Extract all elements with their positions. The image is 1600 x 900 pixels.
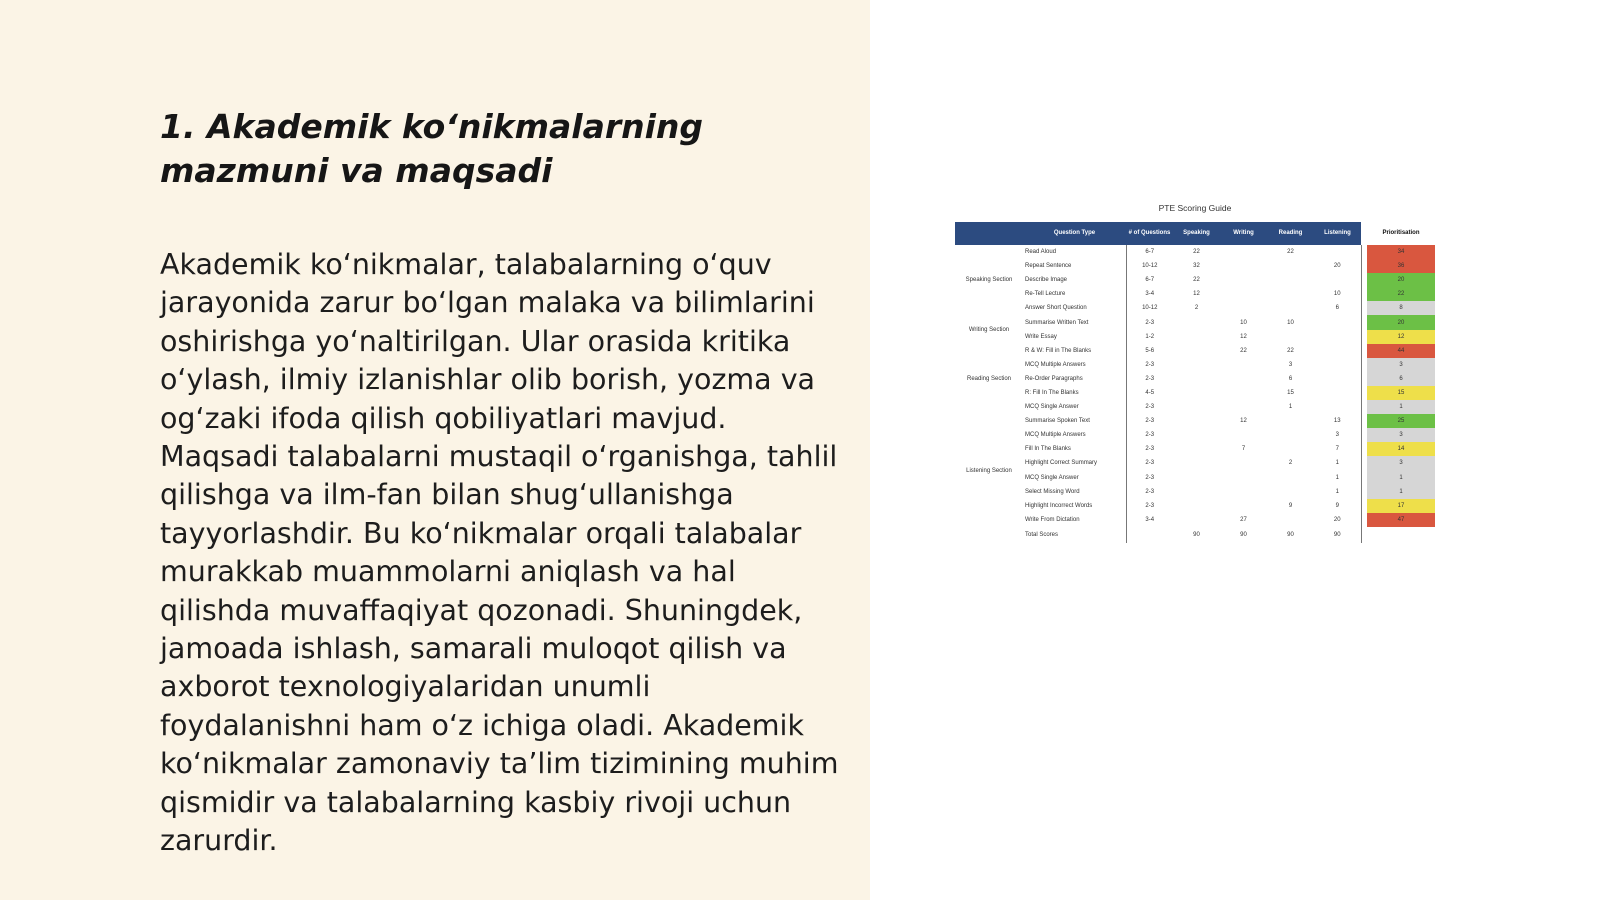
question-type-cell: R: Fill In The Blanks (1023, 386, 1126, 400)
writing-score-cell (1220, 358, 1267, 372)
header-writing: Writing (1220, 222, 1267, 245)
speaking-score-cell: 22 (1193, 277, 1200, 284)
writing-score-cell (1220, 471, 1267, 485)
question-type-cell: Summarise Written Text (1023, 315, 1126, 329)
question-count-cell: 2-3 (1145, 319, 1155, 326)
question-count-cell: 4-5 (1145, 389, 1155, 396)
prioritisation-cell: 1 (1367, 485, 1435, 499)
reading-score-cell (1267, 273, 1314, 287)
speaking-score-cell: 22 (1193, 249, 1200, 256)
question-count-cell: 2-3 (1145, 446, 1155, 453)
question-count-cell: 10-12 (1142, 263, 1158, 270)
prioritisation-cell: 12 (1367, 330, 1435, 344)
speaking-score-cell (1173, 315, 1220, 329)
speaking-score-cell (1173, 513, 1220, 527)
question-type-cell: MCQ Single Answer (1023, 471, 1126, 485)
listening-score-cell: 3 (1314, 428, 1361, 442)
prioritisation-cell: 3 (1367, 456, 1435, 470)
writing-score-cell (1220, 245, 1267, 259)
question-type-cell: Fill In The Blanks (1023, 442, 1126, 456)
listening-score-cell (1314, 273, 1361, 287)
pte-scoring-table (955, 222, 1435, 543)
speaking-score-cell (1173, 456, 1220, 470)
writing-score-cell: 7 (1241, 446, 1246, 453)
prioritisation-cell: 20 (1367, 315, 1435, 329)
listening-score-cell (1314, 344, 1361, 358)
question-type-cell: Repeat Sentence (1023, 259, 1126, 273)
question-count-cell: 2-3 (1145, 375, 1155, 382)
reading-score-cell (1267, 485, 1314, 499)
total-prio-blank (1367, 527, 1435, 543)
question-count-cell: 2-3 (1145, 418, 1155, 425)
table-row (955, 414, 1435, 428)
total-label: Total Scores (1023, 527, 1126, 543)
header-question-type: Question Type (1023, 222, 1126, 245)
reading-score-cell: 22 (1287, 249, 1294, 256)
table-row (955, 273, 1435, 287)
table-row (955, 442, 1435, 456)
prioritisation-cell: 3 (1367, 358, 1435, 372)
table-row (955, 513, 1435, 527)
listening-score-cell: 1 (1314, 485, 1361, 499)
speaking-score-cell (1173, 442, 1220, 456)
prioritisation-cell: 3 (1367, 428, 1435, 442)
speaking-score-cell (1173, 372, 1220, 386)
question-count-cell: 10-12 (1142, 305, 1158, 312)
header-listening: Listening (1314, 222, 1361, 245)
table-row (955, 400, 1435, 414)
speaking-score-cell (1173, 499, 1220, 513)
speaking-score-cell (1173, 414, 1220, 428)
prioritisation-cell: 14 (1367, 442, 1435, 456)
question-type-cell: Write From Dictation (1023, 513, 1126, 527)
question-count-cell: 6-7 (1145, 249, 1155, 256)
table-row (955, 456, 1435, 470)
writing-score-cell: 12 (1240, 333, 1247, 340)
writing-score-cell (1220, 259, 1267, 273)
question-type-cell: Write Essay (1023, 330, 1126, 344)
prioritisation-cell: 47 (1367, 513, 1435, 527)
section-label-speaking: Speaking Section (965, 277, 1013, 284)
listening-score-cell: 7 (1314, 442, 1361, 456)
table-row (955, 485, 1435, 499)
table-row (955, 386, 1435, 400)
reading-score-cell: 9 (1288, 502, 1293, 509)
question-type-cell: MCQ Multiple Answers (1023, 428, 1126, 442)
table-row (955, 358, 1435, 372)
prioritisation-cell: 20 (1367, 273, 1435, 287)
speaking-score-cell (1173, 428, 1220, 442)
listening-score-cell (1314, 358, 1361, 372)
section-label-listening: Listening Section (966, 467, 1012, 474)
listening-score-cell: 6 (1314, 301, 1361, 315)
question-count-cell: 2-3 (1145, 460, 1155, 467)
speaking-score-cell (1173, 400, 1220, 414)
reading-score-cell: 10 (1287, 319, 1294, 326)
reading-score-cell (1267, 513, 1314, 527)
writing-score-cell: 27 (1240, 516, 1247, 523)
header-section-blank (955, 222, 1023, 245)
reading-score-cell: 2 (1288, 460, 1293, 467)
writing-score-cell (1220, 499, 1267, 513)
reading-score-cell (1267, 287, 1314, 301)
question-count-cell: 2-3 (1145, 432, 1155, 439)
writing-score-cell (1220, 485, 1267, 499)
prioritisation-cell: 1 (1367, 400, 1435, 414)
header-reading: Reading (1267, 222, 1314, 245)
speaking-score-cell (1173, 344, 1220, 358)
listening-score-cell: 13 (1314, 414, 1361, 428)
question-count-cell: 2-3 (1145, 361, 1155, 368)
reading-score-cell (1267, 414, 1314, 428)
table-row (955, 315, 1435, 329)
header-speaking: Speaking (1173, 222, 1220, 245)
header-question-count: # of Questions (1126, 222, 1173, 245)
writing-score-cell: 22 (1240, 347, 1247, 354)
writing-score-cell (1220, 287, 1267, 301)
listening-score-cell (1314, 372, 1361, 386)
prioritisation-cell: 36 (1367, 259, 1435, 273)
prioritisation-cell: 34 (1367, 245, 1435, 259)
reading-score-cell: 15 (1287, 389, 1294, 396)
question-count-cell: 3-4 (1145, 291, 1155, 298)
question-type-cell: Describe Image (1023, 273, 1126, 287)
prioritisation-cell: 6 (1367, 372, 1435, 386)
writing-score-cell (1220, 301, 1267, 315)
total-writing: 90 (1240, 531, 1247, 538)
prioritisation-cell: 25 (1367, 414, 1435, 428)
section-label-reading: Reading Section (966, 375, 1012, 382)
prioritisation-cell: 15 (1367, 386, 1435, 400)
writing-score-cell (1220, 400, 1267, 414)
reading-score-cell: 6 (1288, 375, 1293, 382)
writing-score-cell (1220, 386, 1267, 400)
question-count-cell: 2-3 (1145, 474, 1155, 481)
question-count-cell: 2-3 (1145, 502, 1155, 509)
listening-score-cell (1314, 315, 1361, 329)
prioritisation-cell: 22 (1367, 287, 1435, 301)
prioritisation-cell: 17 (1367, 499, 1435, 513)
total-row (955, 527, 1435, 543)
guide-title: PTE Scoring Guide (1158, 203, 1232, 213)
writing-score-cell (1220, 273, 1267, 287)
question-type-cell: MCQ Single Answer (1023, 400, 1126, 414)
speaking-score-cell (1173, 358, 1220, 372)
question-type-cell: Highlight Incorrect Words (1023, 499, 1126, 513)
listening-score-cell: 10 (1314, 287, 1361, 301)
total-blank-cell (955, 527, 1023, 543)
table-row (955, 287, 1435, 301)
speaking-score-cell (1173, 471, 1220, 485)
slide-body-text: Akademik ko‘nikmalar, talabalarning o‘quv jarayonida zarur bo‘lgan malaka va bilimlarini oshirishga yo‘naltirilgan. Ular orasida kritika o‘ylash, ilmiy izlanishlar olib borish, yozma va og‘zaki ifoda qilish qobiliyatlari mavjud. Maqsadi talabalarni mustaqil o‘rganishga, tahlil qilishga va ilm-fan bilan shug‘ullanishga tayyorlashdir. Bu ko‘nikmalar orqali talabalar murakkab muammolarni aniqlash va hal qilishda muvaffaqiyat qozonadi. Shuningdek, jamoada ishlash, samarali muloqot qilish va axborot texnologiyalaridan unumli foydalanishni ham o‘z ichiga oladi. Akademik ko‘nikmalar zamonaviy ta’lim tizimining muhim qismidir va talabalarning kasbiy rivoji uchun zarurdir. (160, 248, 839, 858)
listening-score-cell: 20 (1314, 259, 1361, 273)
listening-score-cell (1314, 400, 1361, 414)
table-row (955, 245, 1435, 259)
listening-score-cell (1314, 330, 1361, 344)
table-row (955, 499, 1435, 513)
total-reading: 90 (1287, 531, 1294, 538)
question-type-cell: R & W: Fill in The Blanks (1023, 344, 1126, 358)
writing-score-cell (1220, 428, 1267, 442)
speaking-score-cell (1173, 330, 1220, 344)
question-count-cell: 6-7 (1145, 277, 1155, 284)
listening-score-cell (1314, 386, 1361, 400)
reading-score-cell (1267, 471, 1314, 485)
question-type-cell: Re-Order Paragraphs (1023, 372, 1126, 386)
listening-score-cell: 1 (1314, 471, 1361, 485)
table-row (955, 301, 1435, 315)
question-count-cell: 2-3 (1145, 488, 1155, 495)
reading-score-cell (1267, 301, 1314, 315)
question-count-cell: 5-6 (1145, 347, 1155, 354)
speaking-score-cell (1173, 485, 1220, 499)
speaking-score-cell (1173, 386, 1220, 400)
writing-score-cell: 10 (1240, 319, 1247, 326)
table-row (955, 344, 1435, 358)
speaking-score-cell: 12 (1193, 291, 1200, 298)
table-row (955, 372, 1435, 386)
reading-score-cell: 3 (1288, 361, 1293, 368)
pte-scoring-guide-image (955, 203, 1440, 543)
header-prioritisation: Prioritisation (1367, 222, 1435, 245)
question-type-cell: Answer Short Question (1023, 301, 1126, 315)
question-count-cell: 2-3 (1145, 404, 1155, 411)
question-type-cell: Re-Tell Lecture (1023, 287, 1126, 301)
total-count-blank (1126, 527, 1173, 543)
question-type-cell: Read Aloud (1023, 245, 1126, 259)
reading-score-cell (1267, 259, 1314, 273)
reading-score-cell: 1 (1288, 404, 1293, 411)
writing-score-cell: 12 (1240, 418, 1247, 425)
question-type-cell: Summarise Spoken Text (1023, 414, 1126, 428)
table-row (955, 471, 1435, 485)
prioritisation-cell: 44 (1367, 344, 1435, 358)
question-type-cell: Select Missing Word (1023, 485, 1126, 499)
table-row (955, 259, 1435, 273)
table-row (955, 428, 1435, 442)
total-listening: 90 (1314, 527, 1361, 543)
reading-score-cell (1267, 330, 1314, 344)
total-speaking: 90 (1193, 531, 1200, 538)
reading-score-cell (1267, 428, 1314, 442)
prioritisation-cell: 8 (1367, 301, 1435, 315)
reading-score-cell: 22 (1287, 347, 1294, 354)
writing-score-cell (1220, 456, 1267, 470)
prioritisation-cell: 1 (1367, 471, 1435, 485)
question-count-cell: 1-2 (1145, 333, 1155, 340)
listening-score-cell (1314, 245, 1361, 259)
table-header-row (955, 222, 1435, 245)
speaking-score-cell: 32 (1193, 263, 1200, 270)
slide-title: 1. Akademik ko‘nikmalarning mazmuni va maqsadi (160, 107, 704, 190)
writing-score-cell (1220, 372, 1267, 386)
question-count-cell: 3-4 (1145, 516, 1155, 523)
listening-score-cell: 1 (1314, 456, 1361, 470)
table-row (955, 330, 1435, 344)
speaking-score-cell: 2 (1194, 305, 1199, 312)
question-type-cell: MCQ Multiple Answers (1023, 358, 1126, 372)
listening-score-cell: 20 (1314, 513, 1361, 527)
section-label-writing: Writing Section (968, 326, 1010, 333)
listening-score-cell: 9 (1314, 499, 1361, 513)
question-type-cell: Highlight Correct Summary (1023, 456, 1126, 470)
reading-score-cell (1267, 442, 1314, 456)
